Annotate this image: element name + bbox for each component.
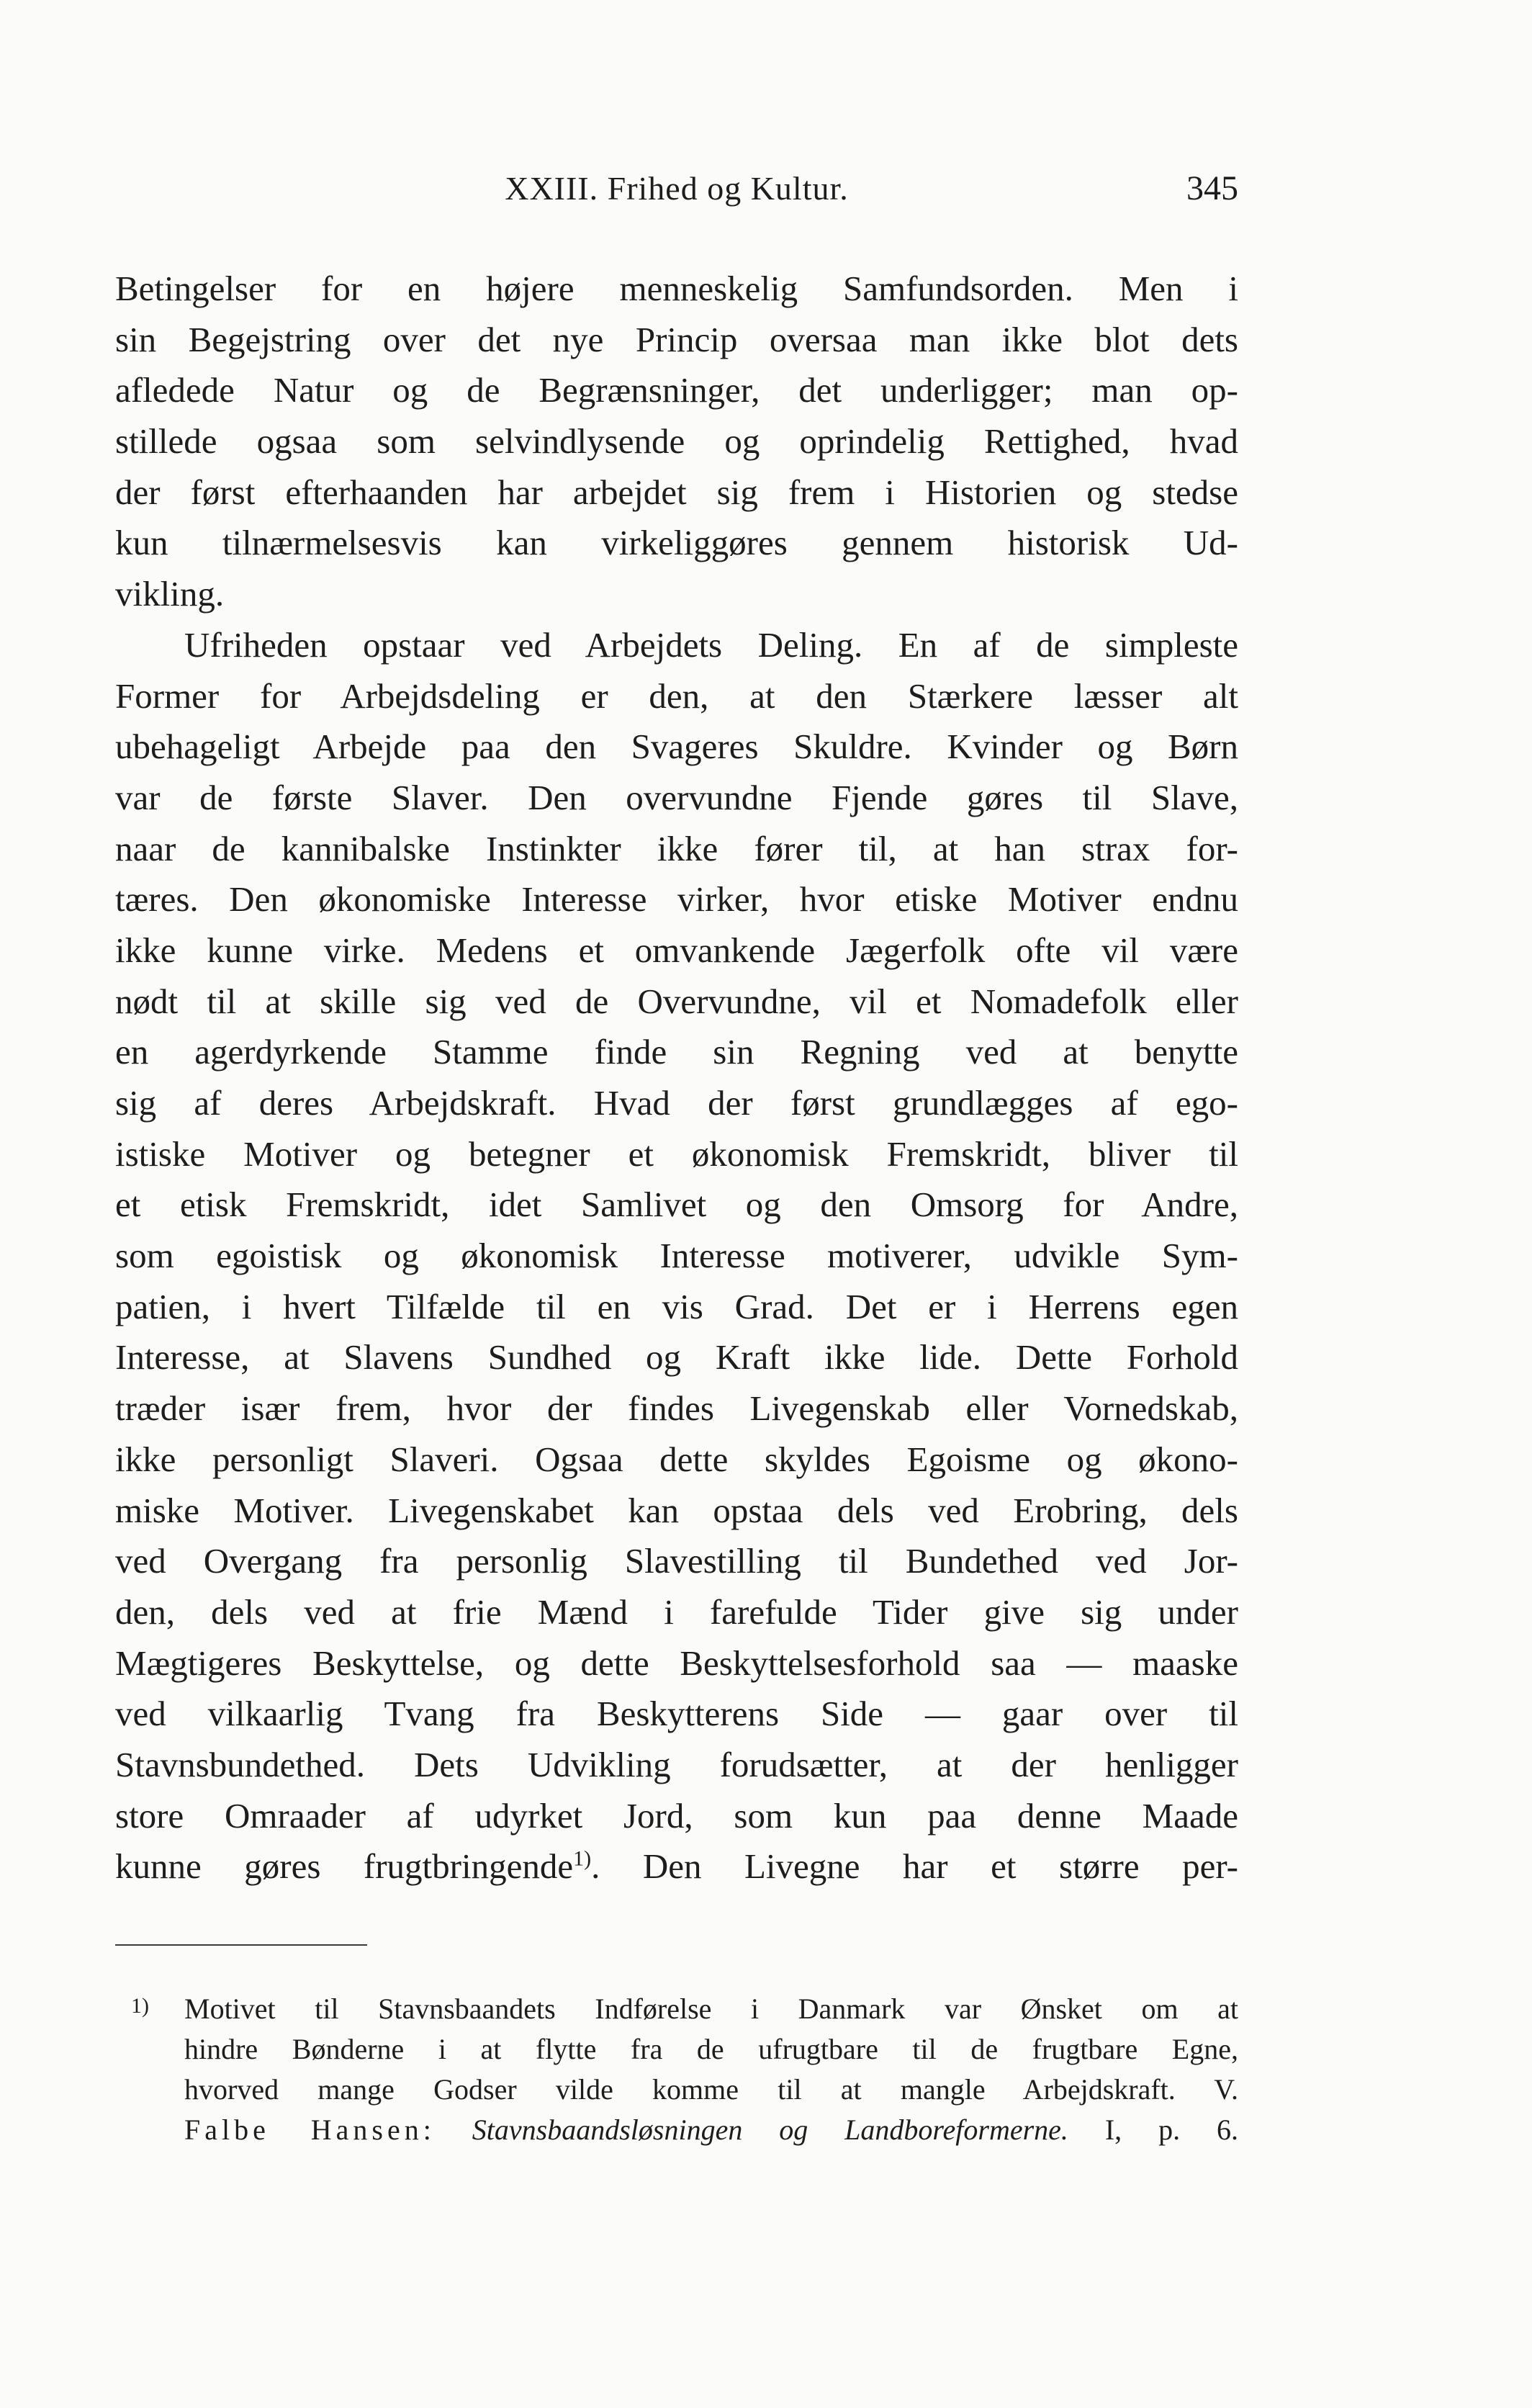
text-line: ikke kunne virke. Medens et omvankende Jægerfolk ofte vil være [115, 930, 1238, 970]
text-line: Interesse, at Slavens Sundhed og Kraft ikke lide. Dette Forhold [115, 1337, 1238, 1378]
text-line: Former for Arbejdsdeling er den, at den Stærkere læsser alt [115, 675, 1238, 716]
text-line: som egoistisk og økonomisk Interesse motiverer, udvikle Sym- [115, 1236, 1238, 1276]
text-line: Mægtigeres Beskyttelse, og dette Beskyttelsesforhold saa — maaske [115, 1643, 1238, 1683]
text-line: Stavnsbundethed. Dets Udvikling forudsætter, at der henligger [115, 1744, 1238, 1784]
text-line: sig af deres Arbejdskraft. Hvad der først grundlægges af ego- [115, 1083, 1238, 1123]
citation-title: Stavnsbaandsløsningen og Landboreformerne. [472, 2113, 1068, 2146]
text-line: ved vilkaarlig Tvang fra Beskytterens Side — gaar over til [115, 1694, 1238, 1734]
footnote-line: Motivet til Stavnsbaandets Indførelse i Danmark var Ønsket om at [184, 1993, 1238, 2025]
text-line: tæres. Den økonomiske Interesse virker, hvor etiske Motiver endnu [115, 879, 1238, 920]
page-header [115, 167, 1238, 210]
text-line: den, dels ved at frie Mænd i farefulde Tider give sig under [115, 1591, 1238, 1632]
running-title: XXIII. Frihed og Kultur. [505, 170, 849, 207]
text-line: ubehageligt Arbejde paa den Svageres Skuldre. Kvinder og Børn [115, 727, 1238, 767]
text-line: en agerdyrkende Stamme finde sin Regning ved at benytte [115, 1032, 1238, 1072]
body-text [115, 264, 1238, 1892]
footnote-citation-line [115, 2110, 1238, 2150]
footnote [115, 1989, 1238, 2150]
footnote-line: hindre Bønderne i at flytte fra de ufrugtbare til de frugtbare Egne, [184, 2033, 1238, 2065]
footnote-reference: 1) [573, 1846, 592, 1871]
text-line: var de første Slaver. Den overvundne Fjende gøres til Slave, [115, 777, 1238, 817]
citation-author: Falbe Hansen: [184, 2113, 436, 2146]
text-fragment: kunne gøres frugtbringende [115, 1846, 574, 1887]
text-line: Betingelser for en højere menneskelig Samfundsorden. Men i [115, 269, 1238, 308]
text-line: stillede ogsaa som selvindlysende og oprindelig Rettighed, hvad [115, 421, 1238, 462]
text-line: sin Begejstring over det nye Princip oversaa man ikke blot dets [115, 319, 1238, 359]
text-line: miske Motiver. Livegenskabet kan opstaa dels ved Erobring, dels [115, 1490, 1238, 1530]
text-line: kun tilnærmelsesvis kan virkeliggøres gennem historisk Ud- [115, 523, 1238, 563]
text-line: store Omraader af udyrket Jord, som kun paa denne Maade [115, 1795, 1238, 1836]
text-line: vikling. [115, 574, 225, 614]
footnote-line: hvorved mange Godser vilde komme til at mangle Arbejdskraft. V. [184, 2073, 1238, 2106]
text-line: istiske Motiver og betegner et økonomisk Fremskridt, bliver til [115, 1133, 1238, 1174]
text-line: ikke personligt Slaveri. Ogsaa dette skyldes Egoisme og økono- [115, 1439, 1238, 1479]
text-line: træder især frem, hvor der findes Livegenskab eller Vornedskab, [115, 1388, 1238, 1429]
text-line: et etisk Fremskridt, idet Samlivet og den Omsorg for Andre, [115, 1185, 1238, 1225]
text-line: naar de kannibalske Instinkter ikke fører til, at han strax for- [115, 828, 1238, 868]
text-fragment: . Den Livegne har et større per- [591, 1846, 1238, 1887]
text-line: der først efterhaanden har arbejdet sig frem i Historien og stedse [115, 472, 1238, 512]
text-line: nødt til at skille sig ved de Overvundne, vil et Nomadefolk eller [115, 981, 1238, 1021]
page-number: 345 [1186, 169, 1238, 207]
text-line: Ufriheden opstaar ved Arbejdets Deling. En af de simpleste [184, 624, 1238, 665]
text-line-with-footnote-ref [115, 1841, 1238, 1892]
text-line: patien, i hvert Tilfælde til en vis Grad. Det er i Herrens egen [115, 1286, 1238, 1326]
footnote-marker: 1) [131, 1994, 149, 2018]
footnote-divider [115, 1944, 367, 1946]
text-line: ved Overgang fra personlig Slavestilling til Bundethed ved Jor- [115, 1541, 1238, 1581]
citation-reference: I, p. 6. [1104, 2113, 1238, 2146]
text-line: afledede Natur og de Begrænsninger, det underligger; man op- [115, 370, 1238, 410]
